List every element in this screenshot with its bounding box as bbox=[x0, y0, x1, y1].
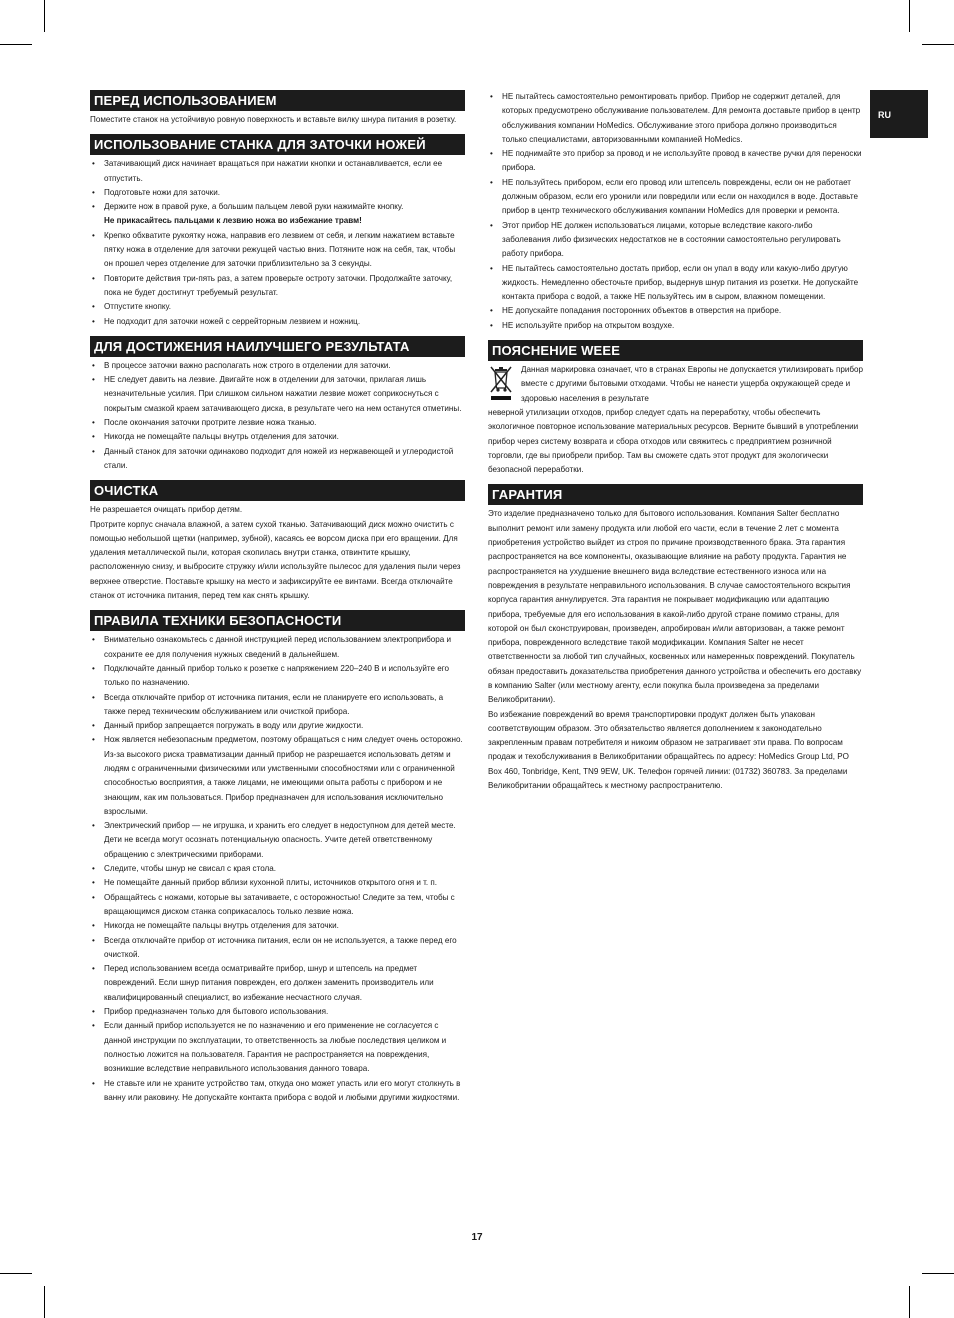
list-item: • НЕ поднимайте это прибор за провод и не используйте провод в качестве ручки для переноски прибора. bbox=[488, 147, 863, 176]
list-item: • Следите, чтобы шнур не свисал с края стола. bbox=[90, 862, 465, 876]
list-item: • Обращайтесь с ножами, которые вы затачиваете, с осторожностью! Следите за тем, чтобы с вращающимся диском станка соприкасалось только лезвие ножа. bbox=[90, 891, 465, 920]
paragraph: Не разрешается очищать прибор детям. bbox=[90, 505, 243, 515]
list-item: • Не подходит для заточки ножей с серрейторным лезвием и ножниц. bbox=[90, 315, 465, 329]
list-item: • После окончания заточки протрите лезвие ножа тканью. bbox=[90, 416, 465, 430]
paragraph: Данная маркировка означает, что в странах Европы не допускается утилизировать прибор вместе с другими бытовыми отходами. Чтобы не нанести ущерба окружающей среде и здоровью населения в результате bbox=[521, 365, 864, 403]
paragraph: Во избежание повреждений во время транспортировки продукт должен быть упакован соответствующим образом. Это обязательство является дополнением к законодательно закрепленным правам потребителя и никоим образом не затрагивает эти права. По вопросам продаж и техобслуживания в Великобритании обращайтесь по адресу: HoMedics Group Ltd, PO Box 460, Tonbridge, Kent, TN9 9EW, UK. Телефон горячей линии: (01732) 360783. За пределами Великобритании обращайтесь к местному распространителю. bbox=[488, 709, 849, 791]
crop-mark bbox=[0, 44, 32, 45]
list-item: • Данный станок для заточки одинаково подходит для ножей из нержавеющей и углеродистой стали. bbox=[90, 445, 465, 474]
right-column bbox=[488, 90, 863, 800]
list-item: • НЕ допускайте попадания посторонних объектов в отверстия на приборе. bbox=[488, 304, 863, 318]
section-title: ИСПОЛЬЗОВАНИЕ СТАНКА ДЛЯ ЗАТОЧКИ НОЖЕЙ bbox=[90, 134, 465, 155]
paragraph: Поместите станок на устойчивую ровную поверхность и вставьте вилку шнура питания в розетку. bbox=[90, 115, 457, 124]
section-title: ПОЯСНЕНИЕ WEEE bbox=[488, 340, 863, 361]
list-item bbox=[90, 200, 465, 229]
section-title: ПЕРЕД ИСПОЛЬЗОВАНИЕМ bbox=[90, 90, 465, 111]
list-item: • Прибор предназначен только для бытового использования. bbox=[90, 1005, 465, 1019]
list-item: • Данный прибор запрещается погружать в воду или другие жидкости. bbox=[90, 719, 465, 733]
list-item: • Подготовьте ножи для заточки. bbox=[90, 186, 465, 200]
crop-mark bbox=[909, 1286, 910, 1318]
list-item: • Если данный прибор используется не по назначению и его применение не согласуется с данной инструкции по эксплуатации, то ответственность за любые последствия целиком и полностью ложится на пользователя. Гарантия не распространяется на повреждения, возникшие вследствие неправильного использования данного товара. bbox=[90, 1019, 465, 1076]
section-weee bbox=[488, 340, 863, 477]
section-before-use bbox=[90, 90, 465, 127]
bullet-list bbox=[90, 631, 465, 1105]
section-safety-continued bbox=[488, 90, 863, 333]
list-item: • НЕ используйте прибор на открытом воздухе. bbox=[488, 319, 863, 333]
section-sharpener-use bbox=[90, 134, 465, 329]
section-best-result bbox=[90, 336, 465, 473]
crop-mark bbox=[0, 1273, 32, 1274]
bullet-list bbox=[90, 357, 465, 473]
crop-mark bbox=[909, 0, 910, 32]
list-item: • Никогда не помещайте пальцы внутрь отделения для заточки. bbox=[90, 430, 465, 444]
bullet-list bbox=[488, 90, 863, 333]
list-item: • Нож является небезопасным предметом, поэтому обращаться с ним следует очень осторожно. Из-за высокого риска травматизации данный прибор не разрешается использовать детям и людям с ограниченными физическими или умственными способностями или с ограниченной способностью восприятия, а также лицами, не имеющими опыта работы с прибором и не знающим, как им пользоваться. Прибор предназначен для использования исключительно взрослыми. bbox=[90, 733, 465, 819]
list-item: • НЕ пытайтесь самостоятельно ремонтировать прибор. Прибор не содержит деталей, для которых предусмотрено обслуживание пользователем. Для ремонта доставьте прибор в центр обслуживания компании HoMedics. Обслуживание этого прибора должно производиться только специалистами, авторизованными компанией HoMedics. bbox=[488, 90, 863, 147]
section-title: ОЧИСТКА bbox=[90, 480, 465, 501]
crossed-bin-icon bbox=[488, 364, 514, 402]
crop-mark bbox=[44, 1286, 45, 1318]
list-item: • Всегда отключайте прибор от источника питания, если не планируете его использовать, а также перед техническим обслуживанием или очисткой прибора. bbox=[90, 691, 465, 720]
crop-mark bbox=[922, 1273, 954, 1274]
list-item: • Внимательно ознакомьтесь с данной инструкцией перед использованием электроприбора и сохраните ее для получения нужных сведений в дальнейшем. bbox=[90, 633, 465, 662]
paragraph: Это изделие предназначено только для бытового использования. Компания Salter бесплатно выполнит ремонт или замену продукта или любой его части, если в течение 2 лет с момента приобретения устройство выйдет из строя по причине производственного брака. Эта гарантия распространяется на все компоненты, оказывающие влияние на работу продукта. Гарантия не распространяется на ухудшение внешнего вида вследствие естественного износа или на повреждения в результате неправильного использования. В случае самостоятельного вскрытия корпуса гарантия аннулируется. Эта гарантия не покрывает модификацию или адаптацию прибора, требуемые для его использования в какой-либо другой стране помимо страны, для которой он был сконструирован, произведен, апробирован и/или авторизован, а также ремонт прибора, поврежденного вследствие такой модификации. Компания Salter не несет ответственности за любой тип случайных, косвенных или намеренных повреждений. Покупатель обязан предоставить доказательства приобретения данного устройства и обеспечить его доставку в компанию Salter (или местному агенту, если покупка была произведена за пределами Великобритании). bbox=[488, 509, 862, 705]
list-item: • НЕ следует давить на лезвие. Двигайте нож в отделении для заточки, прилагая лишь незначительные усилия. При слишком сильном нажатии лезвие может соприкоснуться с покрытым смазкой краем затачивающего диска, в результате чего на нем останутся отметины. bbox=[90, 373, 465, 416]
list-item: • В процессе заточки важно располагать нож строго в отделении для заточки. bbox=[90, 359, 465, 373]
list-item: • Не помещайте данный прибор вблизи кухонной плиты, источников открытого огня и т. п. bbox=[90, 876, 465, 890]
crop-mark bbox=[44, 0, 45, 32]
language-tab bbox=[870, 90, 928, 138]
list-item: • Не ставьте или не храните устройство там, откуда оно может упасть или его могут столкнуть в ванну или раковину. Не допускайте контакта прибора с водой и любыми другими жидкостями. bbox=[90, 1077, 465, 1106]
list-item: • Электрический прибор — не игрушка, и хранить его следует в недоступном для детей месте. Дети не всегда могут осознать потенциальную опасность. Учите детей ответственному обращению с электрическими приборами. bbox=[90, 819, 465, 862]
section-warranty bbox=[488, 484, 863, 793]
list-item: • НЕ пользуйтесь прибором, если его провод или штепсель повреждены, если он не работает должным образом, если его уронили или повредили или если он находился в воде. Доставьте прибор в центр технического обслуживания компании HoMedics для проверки и ремонта. bbox=[488, 176, 863, 219]
paragraph: Протрите корпус сначала влажной, а затем сухой тканью. Затачивающий диск можно очистить с помощью небольшой щетки (например, зубной), касаясь ее ворсом диска при его вращении. Для удаления металлической пыли, которая скопилась внутри станка, отвинтите крышку, расположенную снизу, и выбросите стружку и/или используйте пылесос для удаления пыли через верхнее отверстие. Поставьте крышку на место и зафиксируйте ее винтами. Всегда отключайте станок от источника питания, перед тем как снять крышку. bbox=[90, 519, 461, 601]
section-cleaning bbox=[90, 480, 465, 603]
list-item: • Этот прибор НЕ должен использоваться лицами, которые вследствие какого-либо заболевания либо физических недостатков не в состоянии самостоятельно регулировать работу прибора. bbox=[488, 219, 863, 262]
list-item: • Подключайте данный прибор только к розетке с напряжением 220–240 В и используйте его только по назначению. bbox=[90, 662, 465, 691]
language-tab-label: RU bbox=[878, 110, 891, 120]
list-item: • Никогда не помещайте пальцы внутрь отделения для заточки. bbox=[90, 919, 465, 933]
weee-body bbox=[488, 361, 863, 477]
list-item: • Отпустите кнопку. bbox=[90, 300, 465, 314]
left-column bbox=[90, 90, 465, 1112]
paragraph: неверной утилизации отходов, прибор следует сдать на переработку, чтобы обеспечить экологичное повторное использование материальных ресурсов. Верните бывший в употреблении прибор через систему возврата и сбора отходов или свяжитесь с предприятием розничной торговли, где вы приобрели прибор. Там вы сможете сдать этот продукт для экологически безопасной переработки. bbox=[488, 407, 859, 475]
section-title: ДЛЯ ДОСТИЖЕНИЯ НАИЛУЧШЕГО РЕЗУЛЬТАТА bbox=[90, 336, 465, 357]
warning-text: Не прикасайтесь пальцами к лезвию ножа во избежание травм! bbox=[104, 216, 362, 226]
list-item: • Перед использованием всегда осматривайте прибор, шнур и штепсель на предмет повреждений. Если шнур питания поврежден, его должен заменить производитель или квалифицированный специалист, во избежание несчастного случая. bbox=[90, 962, 465, 1005]
list-item: • Затачивающий диск начинает вращаться при нажатии кнопки и останавливается, если ее отпустить. bbox=[90, 157, 465, 186]
list-item: • Повторите действия три-пять раз, а затем проверьте остроту заточки. Продолжайте заточку, пока не будет достигнут требуемый результат. bbox=[90, 272, 465, 301]
crop-mark bbox=[922, 44, 954, 45]
page-number: 17 bbox=[471, 1232, 483, 1243]
section-title: ГАРАНТИЯ bbox=[488, 484, 863, 505]
section-safety bbox=[90, 610, 465, 1105]
list-item-text: Держите нож в правой руке, а большим пальцем левой руки нажимайте кнопку. bbox=[104, 202, 404, 212]
list-item: • Крепко обхватите рукоятку ножа, направив его лезвием от себя, и легким нажатием вставьте пятку ножа в отделение для заточки режущей частью вниз. Потяните нож на себя, так, чтобы он прошел через отделение для заточки приблизительно за 3 секунды. bbox=[90, 229, 465, 272]
section-title: ПРАВИЛА ТЕХНИКИ БЕЗОПАСНОСТИ bbox=[90, 610, 465, 631]
list-item: • Всегда отключайте прибор от источника питания, если он не используется, а также перед его очисткой. bbox=[90, 934, 465, 963]
bullet-list bbox=[90, 155, 465, 329]
list-item: • НЕ пытайтесь самостоятельно достать прибор, если он упал в воду или какую-либо другую жидкость. Немедленно обесточьте прибор, выдернув шнур питания из розетки. Не допускайте контакта прибора с водой, а также НЕ пользуйтесь им в сыром, влажном помещении. bbox=[488, 262, 863, 305]
